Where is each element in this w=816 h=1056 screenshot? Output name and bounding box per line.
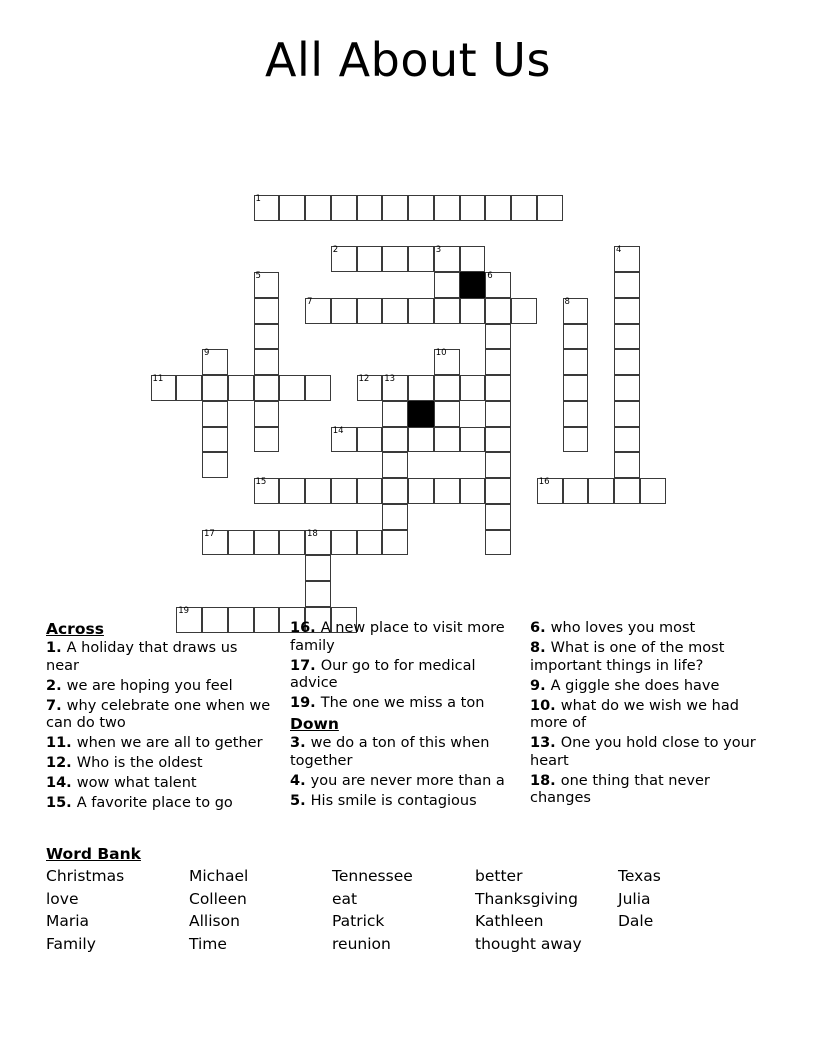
grid-cell-blocked: [460, 272, 486, 298]
clue-text: wow what talent: [76, 775, 197, 791]
word-bank-column: [46, 865, 189, 955]
across-clue-list-part2: [290, 620, 512, 713]
grid-cell[interactable]: [485, 349, 511, 375]
grid-cell[interactable]: [382, 375, 408, 401]
across-clue-15: [46, 795, 272, 813]
across-clue-14: [46, 775, 272, 793]
grid-cell[interactable]: [485, 427, 511, 453]
clue-number: 13.: [530, 735, 561, 751]
word-bank-word: Kathleen: [475, 912, 544, 930]
clue-number: 1.: [46, 640, 67, 656]
grid-cell[interactable]: [588, 478, 614, 504]
word-bank-word: eat: [332, 889, 358, 908]
grid-cell[interactable]: [460, 427, 486, 453]
grid-cell[interactable]: [460, 298, 486, 324]
grid-cell[interactable]: [485, 375, 511, 401]
grid-cell[interactable]: [614, 401, 640, 427]
grid-cell-number: 7: [307, 296, 313, 307]
clue-column-1: [46, 620, 290, 815]
down-clue-5: [290, 793, 512, 811]
grid-cell[interactable]: [408, 298, 434, 324]
grid-cell-blocked: [408, 401, 434, 427]
grid-cell[interactable]: [305, 555, 331, 581]
word-bank-column: [189, 865, 332, 955]
grid-cell[interactable]: [434, 349, 460, 375]
clue-number: 17.: [290, 657, 321, 674]
across-clue-11: [46, 735, 272, 753]
clue-number: 9.: [530, 677, 551, 694]
across-clue-7: [46, 698, 272, 733]
grid-cell[interactable]: [254, 530, 280, 556]
grid-cell[interactable]: [485, 478, 511, 504]
down-clue-4: [290, 773, 512, 791]
grid-cell[interactable]: [382, 401, 408, 427]
grid-cell[interactable]: [357, 246, 383, 272]
word-bank-word: Allison: [189, 912, 240, 930]
word-bank-word: Thanksgiving: [475, 889, 578, 908]
grid-cell[interactable]: [614, 375, 640, 401]
clue-number: 2.: [46, 677, 67, 694]
grid-cell-number: 18: [307, 528, 318, 539]
word-bank-word: Michael: [189, 867, 249, 885]
clue-number: 19.: [290, 695, 321, 711]
down-clue-list-part1: [290, 735, 512, 810]
word-bank-column: [332, 865, 475, 955]
grid-cell[interactable]: [357, 530, 383, 556]
down-clue-6: [530, 620, 758, 638]
grid-cell[interactable]: [254, 349, 280, 375]
word-bank-word: Tennessee: [332, 867, 413, 885]
grid-cell-number: 10: [435, 348, 447, 359]
across-clue-19: [290, 695, 512, 713]
grid-cell[interactable]: [202, 530, 228, 556]
word-bank-word: Dale: [618, 912, 654, 930]
grid-cell[interactable]: [434, 427, 460, 453]
grid-cell[interactable]: [382, 427, 408, 453]
grid-cell-number: 12: [358, 374, 370, 385]
word-bank-columns: [46, 865, 776, 955]
clue-number: 16.: [290, 620, 321, 636]
grid-cell[interactable]: [408, 375, 434, 401]
grid-cell[interactable]: [485, 530, 511, 556]
grid-cell-number: 14: [332, 425, 344, 436]
grid-cell[interactable]: [434, 478, 460, 504]
grid-cell[interactable]: [382, 478, 408, 504]
grid-cell[interactable]: [357, 427, 383, 453]
grid-cell-number: 6: [487, 271, 493, 282]
grid-cell[interactable]: [563, 427, 589, 453]
clue-text: Our go to for medical advice: [290, 657, 476, 691]
word-bank-column: [475, 865, 618, 955]
across-clue-16: [290, 620, 512, 655]
grid-cell[interactable]: [614, 324, 640, 350]
grid-cell[interactable]: [357, 298, 383, 324]
grid-cell[interactable]: [202, 401, 228, 427]
grid-cell[interactable]: [614, 298, 640, 324]
grid-cell[interactable]: [357, 195, 383, 221]
grid-cell[interactable]: [563, 349, 589, 375]
grid-cell[interactable]: [279, 195, 305, 221]
grid-cell[interactable]: [511, 298, 537, 324]
grid-cell[interactable]: [382, 246, 408, 272]
across-clue-list-part1: [46, 640, 272, 813]
grid-cell-number: 16: [538, 477, 550, 488]
grid-cell[interactable]: [254, 401, 280, 427]
down-clue-9: [530, 678, 758, 696]
clue-number: 7.: [46, 697, 67, 714]
across-clue-17: [290, 658, 512, 693]
down-clue-13: [530, 735, 758, 770]
grid-cell[interactable]: [460, 478, 486, 504]
grid-cell[interactable]: [254, 272, 280, 298]
grid-cell[interactable]: [305, 375, 331, 401]
grid-cell[interactable]: [254, 427, 280, 453]
clue-number: 4.: [290, 772, 311, 789]
clue-number: 5.: [290, 792, 311, 809]
grid-cell[interactable]: [305, 478, 331, 504]
grid-cell-number: 11: [152, 374, 164, 385]
grid-cell[interactable]: [382, 298, 408, 324]
grid-cell[interactable]: [279, 530, 305, 556]
down-clue-18: [530, 773, 758, 808]
clue-number: 14.: [46, 775, 77, 791]
grid-cell[interactable]: [563, 324, 589, 350]
grid-cell[interactable]: [434, 272, 460, 298]
grid-cell[interactable]: [202, 427, 228, 453]
word-bank-column: [618, 865, 761, 955]
word-bank-word: Patrick: [332, 912, 385, 930]
grid-cell[interactable]: [331, 530, 357, 556]
grid-cell-number: 4: [616, 245, 622, 256]
grid-cell[interactable]: [331, 478, 357, 504]
down-clue-list-part2: [530, 620, 758, 808]
clue-text: Who is the oldest: [76, 755, 203, 771]
grid-cell[interactable]: [485, 298, 511, 324]
clue-number: 8.: [530, 640, 551, 656]
grid-cell-number: 17: [204, 528, 215, 539]
down-clue-8: [530, 640, 758, 675]
grid-cell[interactable]: [382, 195, 408, 221]
grid-cell[interactable]: [511, 195, 537, 221]
grid-cell[interactable]: [202, 452, 228, 478]
clue-column-2: [290, 620, 530, 813]
clue-text: The one we miss a ton: [320, 695, 485, 711]
grid-cell[interactable]: [434, 401, 460, 427]
word-bank-word: Maria: [46, 912, 90, 930]
clue-text: we are hoping you feel: [66, 677, 233, 694]
grid-cell[interactable]: [254, 478, 280, 504]
grid-cell-number: 13: [384, 374, 396, 385]
clue-number: 3.: [290, 735, 311, 751]
grid-cell[interactable]: [434, 375, 460, 401]
across-clue-12: [46, 755, 272, 773]
grid-cell[interactable]: [614, 427, 640, 453]
word-bank-word: Colleen: [189, 889, 247, 908]
grid-cell[interactable]: [614, 478, 640, 504]
clue-text: His smile is contagious: [310, 792, 477, 809]
grid-cell[interactable]: [254, 324, 280, 350]
clue-number: 6.: [530, 620, 551, 636]
grid-cell-number: 5: [255, 271, 261, 282]
down-clue-3: [290, 735, 512, 770]
grid-cell[interactable]: [202, 349, 228, 375]
grid-cell[interactable]: [485, 324, 511, 350]
grid-cell[interactable]: [434, 298, 460, 324]
grid-cell-number: 15: [255, 477, 267, 488]
grid-cell[interactable]: [563, 298, 589, 324]
word-bank-word: better: [475, 867, 523, 885]
clue-text: A new place to visit more family: [290, 620, 505, 654]
word-bank-word: Family: [46, 934, 96, 953]
clue-number: 11.: [46, 735, 77, 751]
word-bank-word: reunion: [332, 934, 391, 953]
grid-cell[interactable]: [434, 195, 460, 221]
grid-cell[interactable]: [408, 246, 434, 272]
word-bank-word: Julia: [618, 889, 651, 908]
grid-cell[interactable]: [331, 298, 357, 324]
clue-text: why celebrate one when we can do two: [46, 697, 271, 731]
grid-cell[interactable]: [408, 195, 434, 221]
clue-text: A favorite place to go: [76, 795, 233, 811]
word-bank-word: love: [46, 889, 79, 908]
grid-cell[interactable]: [202, 375, 228, 401]
clue-number: 12.: [46, 755, 77, 771]
grid-cell[interactable]: [537, 478, 563, 504]
grid-cell[interactable]: [563, 401, 589, 427]
clue-text: One you hold close to your heart: [530, 735, 756, 769]
grid-cell[interactable]: [563, 478, 589, 504]
grid-cell[interactable]: [151, 375, 177, 401]
grid-cell[interactable]: [408, 427, 434, 453]
grid-cell-number: 2: [332, 245, 339, 256]
grid-cell[interactable]: [614, 246, 640, 272]
grid-cell[interactable]: [382, 452, 408, 478]
grid-cell-number: 9: [204, 348, 210, 359]
grid-cell[interactable]: [485, 452, 511, 478]
grid-cell[interactable]: [382, 504, 408, 530]
across-clue-1: [46, 640, 272, 675]
grid-cell[interactable]: [331, 427, 357, 453]
clue-text: we do a ton of this when together: [290, 735, 490, 769]
grid-cell[interactable]: [305, 530, 331, 556]
grid-cell-number: 3: [435, 245, 442, 256]
word-bank-word: Texas: [618, 867, 661, 885]
grid-cell[interactable]: [305, 581, 331, 607]
grid-cell[interactable]: [485, 401, 511, 427]
grid-cell[interactable]: [537, 195, 563, 221]
clue-text: when we are all to gether: [76, 735, 263, 751]
grid-cell-number: 1: [255, 193, 261, 204]
grid-cell[interactable]: [228, 375, 254, 401]
across-heading: Across: [46, 620, 104, 638]
grid-cell[interactable]: [485, 504, 511, 530]
grid-cell[interactable]: [176, 375, 202, 401]
word-bank-word: Time: [189, 934, 227, 953]
crossword-grid[interactable]: [0, 84, 816, 616]
clue-number: 18.: [530, 772, 561, 789]
clues-section: [46, 620, 776, 815]
word-bank-section: [46, 845, 776, 955]
clue-text: what do we wish we had more of: [530, 697, 739, 731]
grid-cell[interactable]: [254, 375, 280, 401]
across-clue-2: [46, 678, 272, 696]
page-title: All About Us: [265, 33, 551, 87]
down-clue-10: [530, 698, 758, 733]
clue-text: one thing that never changes: [530, 772, 710, 806]
grid-cell[interactable]: [254, 298, 280, 324]
grid-cell[interactable]: [460, 246, 486, 272]
grid-cell[interactable]: [228, 530, 254, 556]
grid-cell[interactable]: [563, 375, 589, 401]
clue-number: 15.: [46, 795, 77, 811]
grid-cell-number: 8: [564, 296, 570, 307]
grid-cell[interactable]: [460, 375, 486, 401]
clue-text: What is one of the most important things in life?: [530, 640, 725, 674]
grid-cell[interactable]: [434, 246, 460, 272]
grid-cell[interactable]: [614, 349, 640, 375]
down-heading: Down: [290, 715, 339, 733]
grid-cell-number: 19: [178, 605, 190, 616]
clue-text: you are never more than a: [310, 772, 505, 789]
grid-cell[interactable]: [640, 478, 666, 504]
word-bank-heading: Word Bank: [46, 845, 141, 863]
grid-cell[interactable]: [408, 478, 434, 504]
grid-cell[interactable]: [305, 298, 331, 324]
grid-cell[interactable]: [357, 375, 383, 401]
grid-cell[interactable]: [331, 195, 357, 221]
grid-cell[interactable]: [614, 452, 640, 478]
word-bank-word: thought away: [475, 934, 582, 953]
grid-cell[interactable]: [279, 375, 305, 401]
grid-cell[interactable]: [485, 272, 511, 298]
grid-cell[interactable]: [279, 478, 305, 504]
grid-cell[interactable]: [614, 272, 640, 298]
clue-column-3: [530, 620, 776, 810]
clue-text: who loves you most: [550, 620, 696, 636]
grid-cell[interactable]: [357, 478, 383, 504]
grid-cell[interactable]: [485, 195, 511, 221]
clue-number: 10.: [530, 697, 561, 714]
clue-text: A giggle she does have: [550, 677, 720, 694]
clue-text: A holiday that draws us near: [46, 640, 238, 674]
grid-cell[interactable]: [382, 530, 408, 556]
grid-cell[interactable]: [305, 195, 331, 221]
grid-cell[interactable]: [331, 246, 357, 272]
word-bank-word: Christmas: [46, 867, 125, 885]
grid-cell[interactable]: [254, 195, 280, 221]
grid-cell[interactable]: [460, 195, 486, 221]
